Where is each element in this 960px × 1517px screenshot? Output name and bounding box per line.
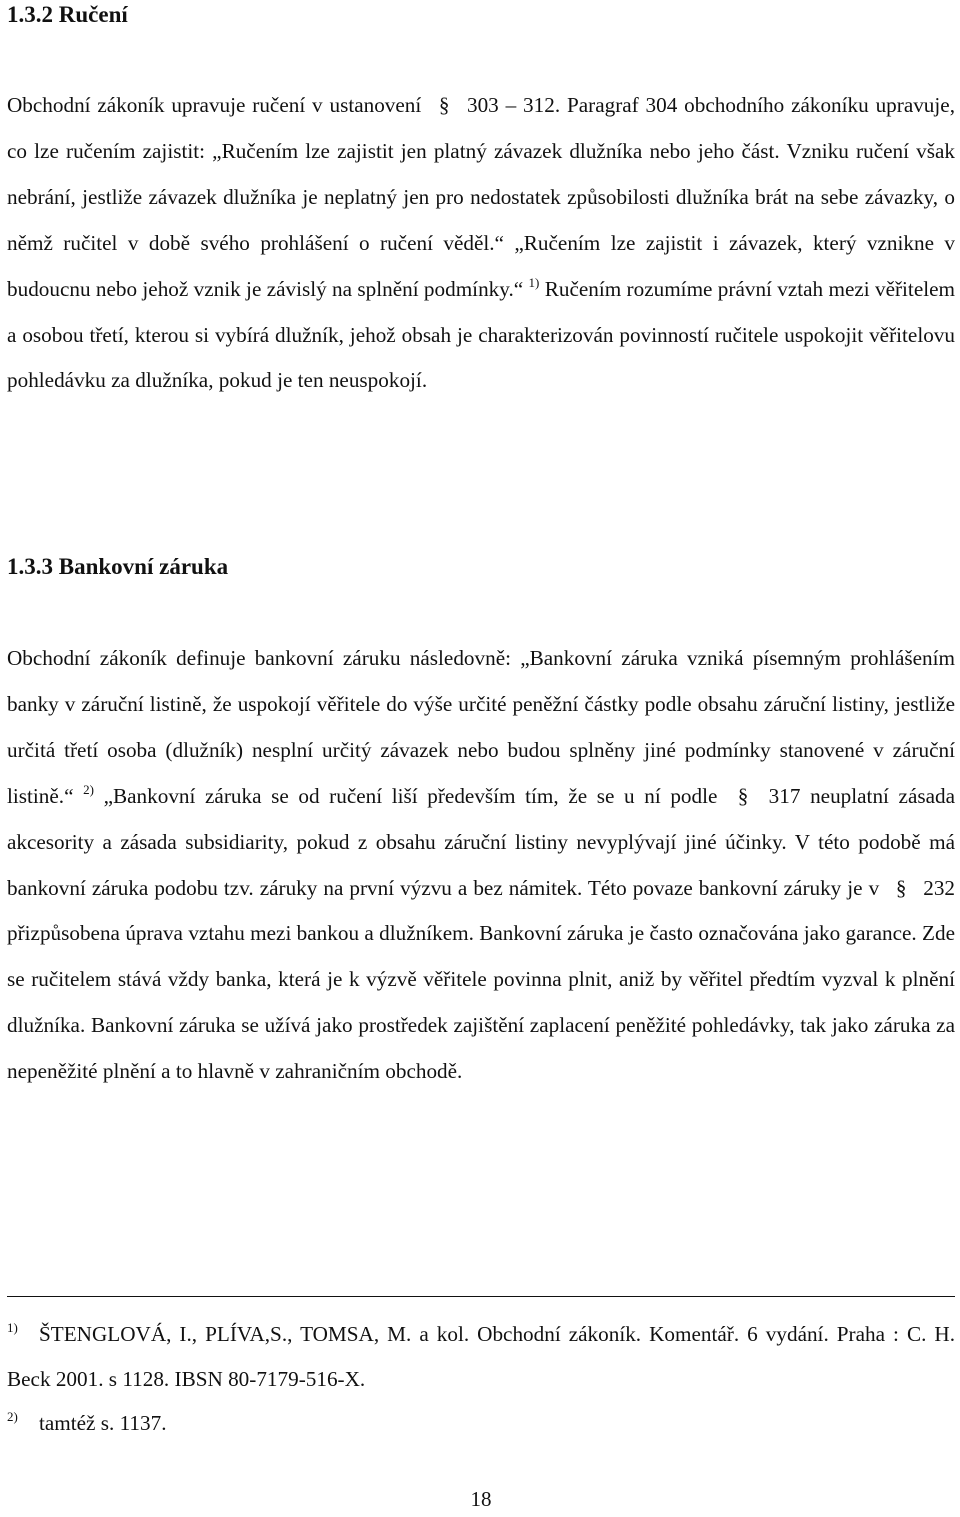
paragraph-text: „Bankovní záruka se od ručení liší především tím, že se u ní podle xyxy=(103,783,718,808)
section-sign: § xyxy=(737,783,749,808)
footnote-text: tamtéž s. 1137. xyxy=(39,1411,167,1435)
page-number: 18 xyxy=(470,1487,492,1511)
paragraph-text: Ručením rozumíme právní vztah mezi věřitelem a osobou třetí, kterou si vybírá dlužník, jehož obsah je charakterizován povinností ručitele uspokojit věřitelovu pohledávku za dlužníka, pokud je ten neuspokojí. xyxy=(7,276,955,393)
footnote: 1) ŠTENGLOVÁ, I., PLÍVA,S., TOMSA, M. a kol. Obchodní zákoník. Komentář. 6 vydání. Praha : C. H. Beck 2001. s 1128. IBSN 80-7179-516-X. xyxy=(7,1319,955,1391)
section-sign: § xyxy=(895,875,907,900)
paragraph-ruceni xyxy=(7,83,955,404)
paragraph-bankovni-zaruka xyxy=(7,636,955,1095)
paragraph-text: Obchodní zákoník upravuje ručení v ustanovení xyxy=(7,93,422,117)
footnote-separator xyxy=(7,1296,955,1297)
section-heading-ruceni: 1.3.2 Ručení xyxy=(7,2,128,27)
footnote: 2) tamtéž s. 1137. xyxy=(7,1408,167,1435)
footnote-ref: 2) xyxy=(83,781,94,797)
paragraph-text: 303 – 312. Paragraf 304 obchodního zákoníku upravuje, co lze ručením zajistit: „Ručením lze zajistit jen platný závazek dlužníka nebo jeho část. Vzniku ručení však nebrání, jestliže závazek dlužníka je neplatný jen pro nedostatek způsobilosti dlužníka brát na sebe závazky, o němž ručitel v době svého prohlášení o ručení věděl.“ „Ručením lze zajistit i závazek, který vznikne v budoucnu nebo jehož vznik je závislý na splnění podmínky.“ xyxy=(7,93,955,301)
paragraph-text: Obchodní zákoník definuje bankovní záruku následovně: „Bankovní záruka vzniká písemným prohlášením banky v záruční listině, že uspokojí věřitele do výše určité peněžní částky podle obsahu záruční listiny, jestliže určitá třetí osoba (dlužník) nesplní určitý závazek nebo budou splněny jiné podmínky stanovené v záruční listině.“ xyxy=(7,646,955,808)
paragraph-text: 232 přizpůsobena úprava vztahu mezi bankou a dlužníkem. Bankovní záruka je často označována jako garance. Zde se ručitelem stává vždy banka, která je k výzvě věřitele povinna plnit, aniž by věřitel předtím vyzval k plnění dlužníka. Bankovní záruka se užívá jako prostředek zajištění zaplacení peněžité pohledávky, tak jako záruka za nepeněžité plnění a to hlavně v zahraničním obchodě. xyxy=(7,875,955,1084)
footnote-text: ŠTENGLOVÁ, I., PLÍVA,S., TOMSA, M. a kol. Obchodní zákoník. Komentář. 6 vydání. Praha : C. H. Beck 2001. s 1128. IBSN 80-7179-516-X. xyxy=(7,1322,955,1391)
section-heading-bankovni-zaruka: 1.3.3 Bankovní záruka xyxy=(7,554,229,579)
paragraph-text: 317 neuplatní zásada akcesority a zásada subsidiarity, pokud z obsahu záruční listiny nevyplývají jiné účinky. V této podobě má bankovní záruka podobu tzv. záruky na první výzvu a bez námitek. Této povaze bankovní záruky je v xyxy=(7,783,955,900)
footnote-ref: 1) xyxy=(528,274,540,290)
section-sign: § xyxy=(438,93,450,117)
